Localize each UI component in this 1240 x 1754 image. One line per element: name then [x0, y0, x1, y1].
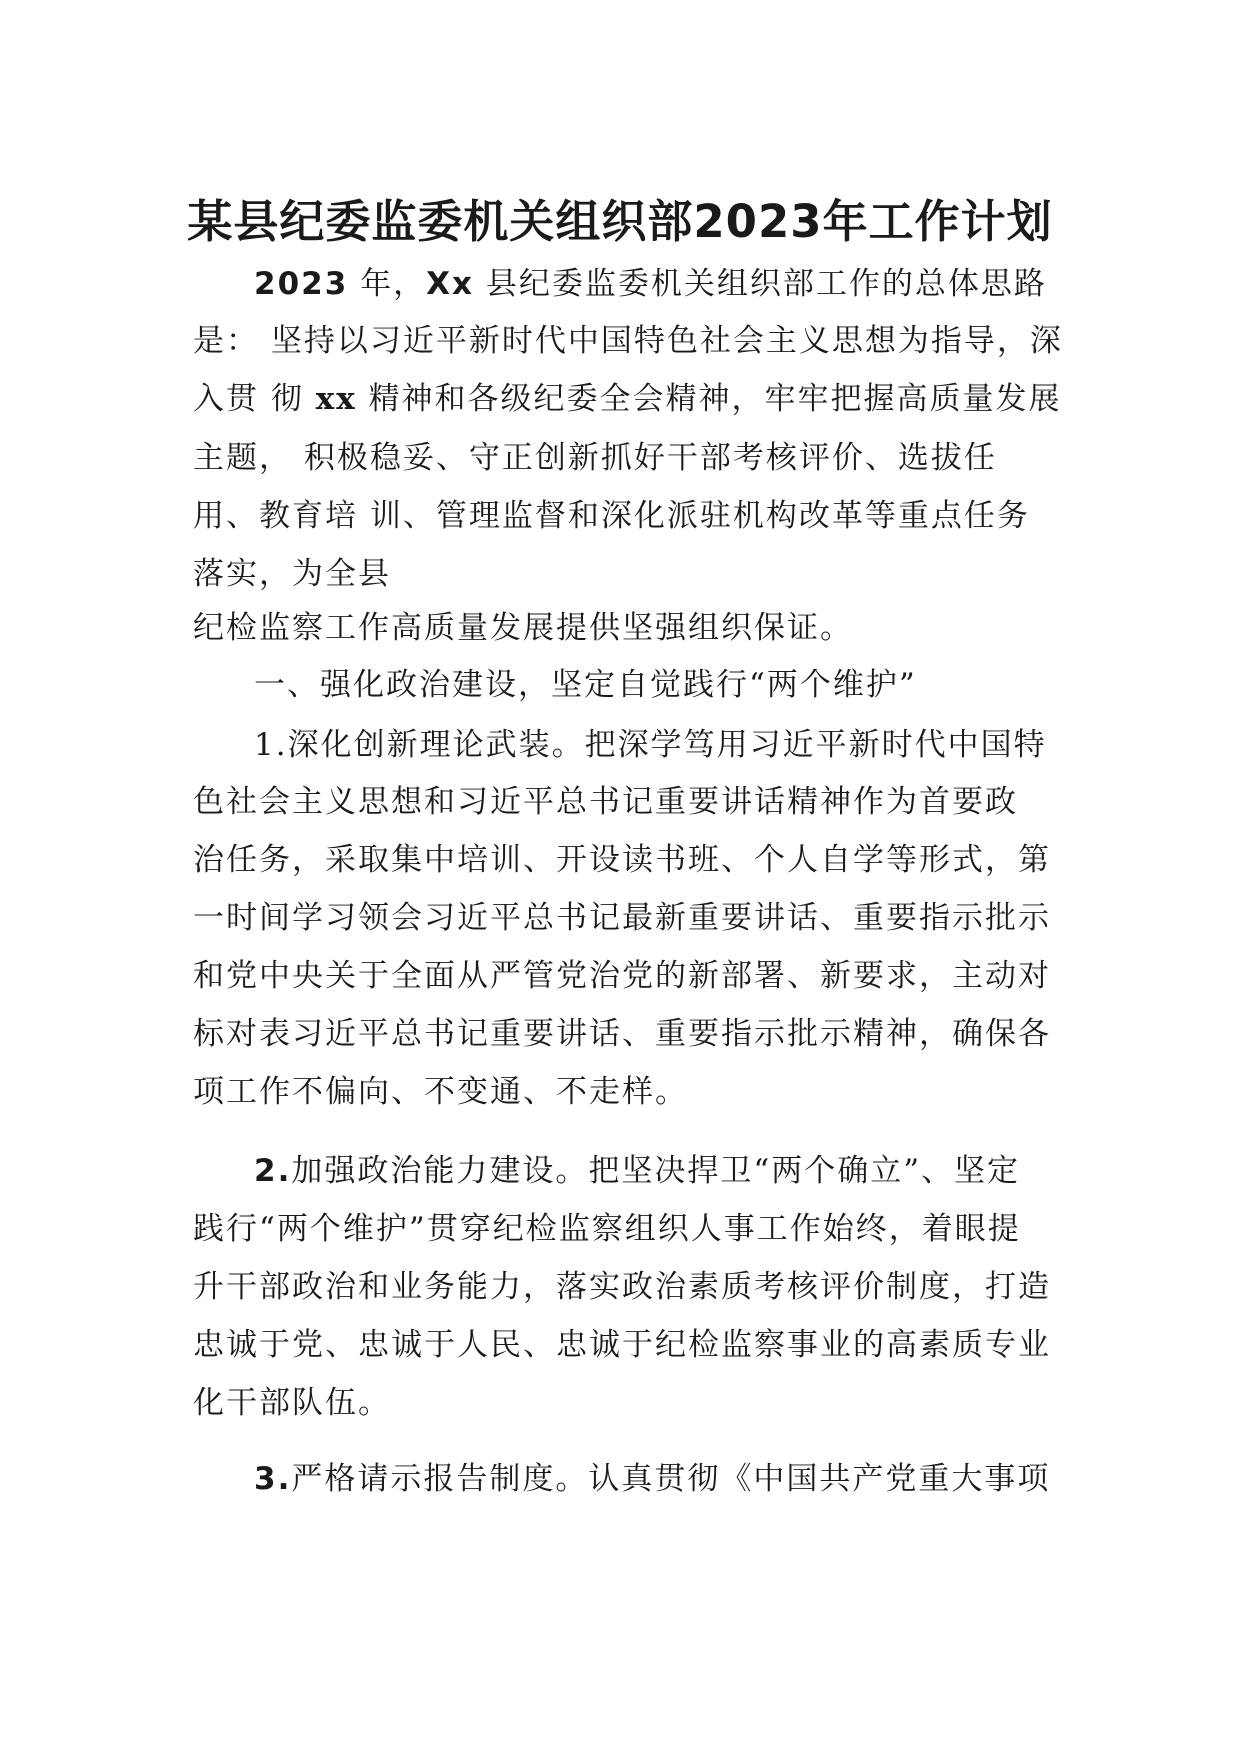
- item-3-line: [254, 1457, 1114, 1501]
- item-3-number: 3.: [254, 1461, 292, 1497]
- intro-line-4: 主题， 积极稳妥、守正创新抓好干部考核评价、选拔任: [193, 440, 997, 476]
- item-2-line: 践行“两个维护”贯穿纪检监察组织人事工作始终，着眼提: [193, 1211, 1021, 1247]
- intro-text: 入贯 彻: [193, 381, 316, 417]
- intro-line-3: [193, 377, 1062, 421]
- intro-text: 县纪委监委机关组织部工作的总体思路: [474, 266, 1047, 302]
- intro-line-5: 用、教育培 训、管理监督和深化派驻机构改革等重点任务: [193, 498, 1030, 534]
- intro-line-1: [254, 262, 1114, 306]
- intro-year: 2023: [254, 266, 349, 302]
- item-1-line: 项工作不偏向、不变通、不走样。: [193, 1074, 688, 1110]
- intro-text: 年，: [348, 266, 427, 302]
- intro-line-6: 落实，为全县: [193, 556, 391, 592]
- item-2-number: 2.: [254, 1153, 292, 1189]
- intro-line-2: 是： 坚持以习近平新时代中国特色社会主义思想为指导，深: [193, 323, 1063, 359]
- item-2-text: 加强政治能力建设。把坚决捍卫“两个确立”、坚定: [291, 1153, 1021, 1189]
- item-1-line: 一时间学习领会习近平总书记最新重要讲话、重要指示批示: [193, 900, 1051, 936]
- item-1-line: 治任务，采取集中培训、开设读书班、个人自学等形式，第: [193, 842, 1051, 878]
- intro-line-7: 纪检监察工作高质量发展提供坚强组织保证。: [193, 610, 853, 646]
- document-title: 某县纪委监委机关组织部2023年工作计划: [187, 195, 1053, 248]
- item-2-line: [254, 1149, 1114, 1193]
- intro-xx: xx: [315, 381, 357, 417]
- intro-xx: Xx: [426, 266, 475, 302]
- section-heading: 一、强化政治建设，坚定自觉践行“两个维护”: [254, 667, 917, 703]
- item-1-line: 标对表习近平总书记重要讲话、重要指示批示精神，确保各: [193, 1016, 1051, 1052]
- item-1-number: 1.: [254, 727, 288, 763]
- item-3-text: 严格请示报告制度。认真贯彻《中国共产党重大事项: [291, 1461, 1051, 1497]
- item-2-line: 忠诚于党、忠诚于人民、忠诚于纪检监察事业的高素质专业: [193, 1327, 1051, 1363]
- item-1-text: 深化创新理论武装。把深学笃用习近平新时代中国特: [287, 727, 1047, 763]
- item-1-line: [254, 723, 1114, 767]
- item-1-line: 色社会主义思想和习近平总书记重要讲话精神作为首要政: [193, 784, 1018, 820]
- item-1-line: 和党中央关于全面从严管党治党的新部署、新要求，主动对: [193, 958, 1051, 994]
- intro-text: 精神和各级纪委全会精神，牢牢把握高质量发展: [356, 381, 1062, 417]
- item-2-line: 升干部政治和业务能力，落实政治素质考核评价制度，打造: [193, 1269, 1051, 1305]
- item-2-line: 化干部队伍。: [193, 1385, 391, 1421]
